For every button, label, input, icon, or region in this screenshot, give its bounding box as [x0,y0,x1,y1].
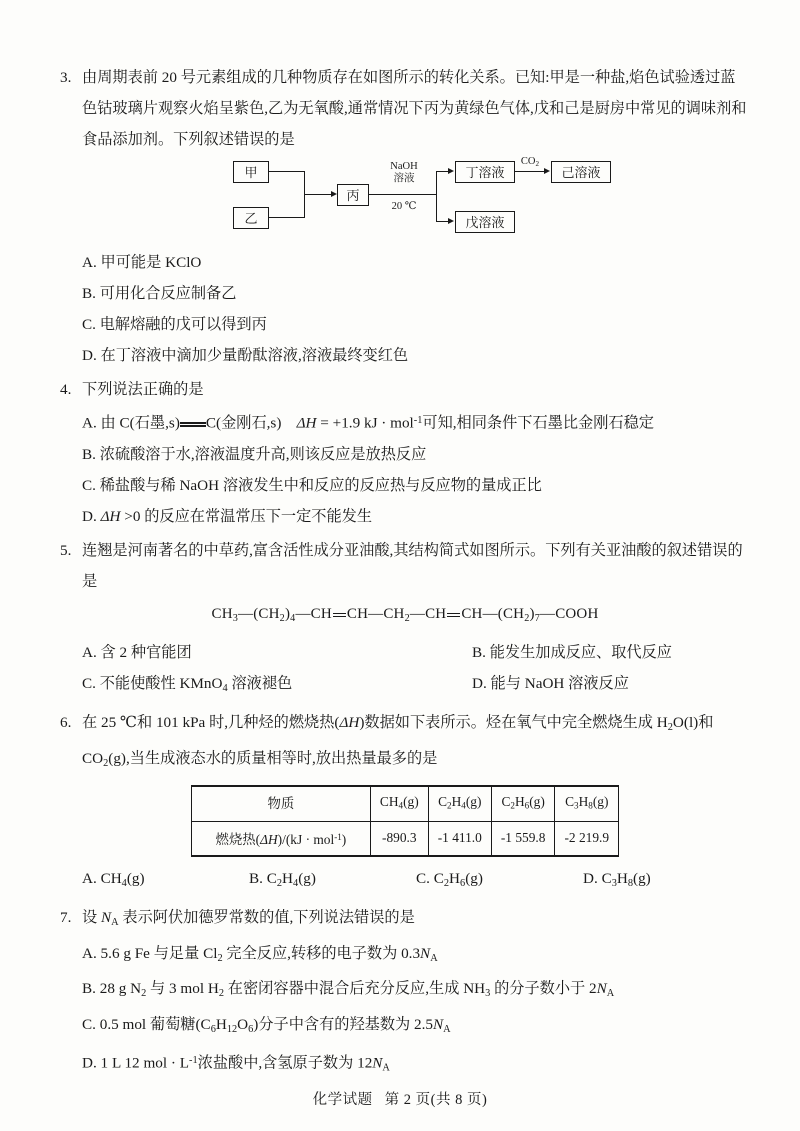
question-6 [60,707,750,898]
q7-b-sub1: 2 [141,988,147,1000]
q6-b-s2: 4 [293,877,299,889]
q6-d-p1: C [601,869,612,887]
question-5-options-row-2 [60,668,750,704]
q7-stem-post: 表示阿伏加德罗常数的值,下列说法错误的是 [118,908,415,926]
q6-c-p2: H [449,869,461,887]
combustion-heat-table-wrap [60,785,750,857]
diagram-box-ding [455,161,515,183]
question-7-option-b[interactable] [60,973,750,1009]
th-c2h4-pre: C [438,794,448,810]
question-5-option-d[interactable]: D. 能与 NaOH 溶液反应 [472,675,629,693]
linoleic-acid-structural-formula [60,599,750,634]
question-6-option-b[interactable] [249,863,416,899]
q7-a-na-sub: A [430,952,438,964]
q4-opt-a-mid: C(金刚石,s) [205,414,282,432]
q7-b-sub2: 2 [218,988,224,1000]
tr-label-sup: -1 [334,831,342,842]
formula-part-8: ) [529,605,535,622]
question-4-option-d[interactable] [60,501,750,532]
q7-d-na-sub: A [382,1062,390,1074]
diagram-arrow-to-wu [448,218,454,224]
question-5 [60,535,750,705]
th-c2h4-mid: H [451,794,462,810]
tr-label-post: )/(kJ · mol [277,831,335,847]
diagram-label-naoh-line1: NaOH [390,161,418,172]
question-5-option-c[interactable] [82,668,472,704]
q6-b-letter: B. [249,869,267,887]
footer-page-number: 第 2 页(共 8 页) [384,1092,488,1108]
q7-a-sub: 2 [217,952,223,964]
q4-opt-a-value: = +1.9 kJ · mol [316,414,414,432]
q7-c-sub3: 6 [248,1024,254,1036]
question-6-stem [60,707,750,779]
diagram-label-co2-text: CO [520,156,536,167]
q4-opt-a-pre: A. 由 C(石墨,s) [82,414,180,432]
th-c2h6-mid: H [514,794,525,810]
q5-opt-c-pre: C. 不能使酸性 KMnO [82,675,223,693]
question-7-option-a[interactable] [60,938,750,974]
question-4-number: 4. [60,381,72,398]
q6-b-p1: C [266,869,277,887]
q7-d-sup: -1 [189,1055,198,1067]
th-c2h6-post: (g) [529,794,545,810]
diagram-box-wu-label: 戊溶液 [465,214,505,230]
tr-label-end: ) [341,831,347,847]
formula-part-2: —(CH [238,605,280,622]
formula-sub-5: 2 [404,612,410,624]
question-6-options [60,863,750,899]
tr-label-delta-h: ΔH [260,831,278,847]
th-c2h6-sub2: 6 [524,800,530,811]
double-bond-equals-icon [180,418,206,431]
table-row-label-combustion-heat [191,821,370,856]
q4-opt-a-delta-h: ΔH [296,414,317,432]
diagram-line-bing-out [369,194,437,195]
question-3-option-b[interactable]: B. 可用化合反应制备乙 [82,285,237,302]
q6-stem-mid: )数据如下表所示。烃在氧气中完全燃烧生成 H [359,714,668,732]
q6-stem-pre: 在 25 ℃和 101 kPa 时,几种烃的燃烧热( [82,714,340,732]
diagram-line-bus-to-bing [304,194,332,195]
formula-part-9: —COOH [540,605,599,622]
q4-opt-a-post: 可知,相同条件下石墨比金刚石稳定 [422,414,654,432]
table-header-c2h4 [428,786,491,821]
table-value-c3h8: -2 219.9 [555,821,619,856]
table-value-row [191,821,618,856]
diagram-box-ji [551,161,611,183]
table-header-ch4 [370,786,428,821]
th-c3h8-pre: C [565,794,575,810]
formula-sub-7: 2 [524,612,530,624]
q6-b-p2: H [282,869,294,887]
question-5-options-row-1 [60,637,750,668]
q6-c-p3: (g) [465,869,483,887]
diagram-label-co2: $CO_2$ [520,156,540,168]
diagram-line-yi-h [269,217,305,218]
th-ch4-sub: 4 [398,800,404,811]
q6-stem-sub-1: 2 [667,722,673,734]
q6-c-s2: 6 [460,877,466,889]
q7-c-mid2: O [237,1016,249,1034]
q4-opt-a-sup: -1 [413,415,423,426]
q7-b-mid1: 与 3 mol H [146,980,219,998]
diagram-box-ding-label: 丁溶液 [465,164,505,180]
table-value-ch4: -890.3 [370,821,428,856]
question-5-number: 5. [60,541,72,559]
question-5-stem-text: 连翘是河南著名的中草药,富含活性成分亚油酸,其结构简式如图所示。下列有关亚油酸的叙述错误的是 [82,541,743,590]
q7-c-sub2: 12 [226,1024,238,1036]
table-value-c2h6: -1 559.8 [491,821,555,856]
q6-c-s1: 2 [443,877,450,889]
diagram-arrow-to-ding [448,168,454,174]
question-7 [60,902,750,1084]
q6-b-s1: 2 [276,877,283,889]
q7-c-na: N [433,1016,444,1034]
q7-d-mid: 浓盐酸中,含氢原子数为 12 [197,1054,373,1072]
formula-part-3: ) [284,605,291,622]
table-header-row [191,786,618,821]
q6-a-letter: A. [82,869,101,887]
q5-opt-c-post: 溶液褪色 [227,675,293,693]
question-6-option-c[interactable] [416,863,583,899]
double-bond-icon-1 [332,608,347,621]
q6-a-s1: 4 [121,877,127,889]
q7-c-mid1: H [215,1016,227,1034]
q7-stem-na: N [100,908,112,926]
page-content [60,62,750,1087]
page-footer [0,1088,800,1109]
q7-c-na-sub: A [443,1024,451,1036]
formula-sub-8: 7 [534,612,540,624]
diagram-box-yi [233,207,269,229]
question-3-stem [60,62,750,155]
q6-b-p3: (g) [298,869,316,887]
q6-d-letter: D. [583,869,602,887]
q6-stem-mid2: O(l)和 CO [82,714,714,768]
q4-opt-d-delta-h: ΔH [100,507,121,525]
formula-part-5: CH—CH [346,605,405,622]
diagram-line-jia-h [269,171,305,172]
question-7-number: 7. [60,908,72,926]
question-7-option-d[interactable] [60,1045,750,1084]
diagram-box-yi-label: 乙 [244,210,258,226]
th-c2h4-post: (g) [465,794,482,810]
q7-a-na: N [420,944,431,962]
diagram-box-bing-label: 丙 [346,187,360,203]
formula-part-6: —CH [409,605,447,622]
question-7-option-c[interactable] [60,1009,750,1045]
th-ch4-pre: CH [379,794,399,810]
question-5-option-a[interactable]: A. 含 2 种官能团 [82,644,192,662]
diagram-label-naoh-line2: 溶液 [393,172,415,184]
formula-part-4: —CH [295,605,332,622]
diagram-box-jia-label: 甲 [244,164,258,180]
question-4-option-a[interactable] [60,405,750,439]
q7-b-mid3: 的分子数小于 2 [490,980,597,998]
q7-c-pre: C. 0.5 mol 葡萄糖(C [82,1016,211,1034]
diagram-box-ji-label: 己溶液 [561,164,601,180]
question-3-option-d[interactable]: D. 在丁溶液中滴加少量酚酞溶液,溶液最终变红色 [82,347,409,364]
diagram-box-bing [337,184,369,206]
question-4 [60,374,750,532]
q7-a-pre: A. 5.6 g Fe 与足量 Cl [82,944,218,962]
question-3-diagram-wrap [60,156,750,241]
q6-d-p3: (g) [633,869,651,887]
question-7-stem [60,902,750,938]
q7-b-mid2: 在密闭容器中混合后充分反应,生成 NH [224,980,486,998]
q6-d-s2: 8 [627,877,634,889]
q6-c-p1: C [433,869,444,887]
q6-a-p1: CH [100,869,122,887]
formula-sub-1: 3 [232,612,239,624]
footer-subject: 化学试题 [312,1092,373,1108]
q7-d-na: N [372,1054,383,1072]
th-c2h4-sub2: 4 [461,800,466,811]
th-c2h6-sub1: 2 [510,800,515,811]
diagram-label-temperature [374,201,434,213]
diagram-box-wu [455,211,515,233]
table-header-c3h8 [555,786,619,821]
combustion-heat-table [191,785,619,857]
table-header-c2h6 [491,786,555,821]
q7-c-mid3: )分子中含有的羟基数为 2.5 [253,1016,434,1034]
table-header-substance: 物质 [191,786,370,821]
formula-part-7: CH—(CH [461,605,525,622]
diagram-line-split-v [436,171,437,222]
q7-stem-pre: 设 [82,908,101,926]
q6-stem-delta-h: ΔH [339,714,360,732]
diagram-box-jia [233,161,269,183]
question-3-stem-text: 由周期表前 20 号元素组成的几种物质存在如图所示的转化关系。已知:甲是一种盐,焰色试验透过蓝色钴玻璃片观察火焰呈紫色,乙为无氧酸,通常情况下丙为黄绿色气体,戊和己是厨房中常见的调味剂和食品添加剂。下列叙述错误的是 [82,69,747,148]
q7-stem-na-sub: A [111,916,119,928]
question-5-stem [60,535,750,597]
q7-b-sub3: 3 [485,988,491,1000]
question-6-option-d[interactable] [583,863,750,899]
question-5-option-b[interactable]: B. 能发生加成反应、取代反应 [472,644,672,662]
q6-d-p2: H [616,869,628,887]
q6-c-letter: C. [416,869,434,887]
q7-b-na: N [596,980,607,998]
th-c2h4-sub1: 2 [447,800,452,811]
diagram-label-temp-text: 20 ℃ [391,201,417,212]
question-3-option-a[interactable]: A. 甲可能是 KClO [82,254,202,271]
question-4-option-c[interactable]: C. 稀盐酸与稀 NaOH 溶液发生中和反应的反应热与反应物的量成正比 [82,476,542,494]
q7-d-pre: D. 1 L 12 mol · L [82,1054,190,1072]
question-3-option-c[interactable]: C. 电解熔融的戊可以得到丙 [82,316,267,333]
table-value-c2h4: -1 411.0 [428,821,491,856]
diagram-arrow-to-bing [331,191,337,197]
double-bond-icon-2 [446,608,461,621]
formula-sub-2: 2 [279,612,285,624]
th-c3h8-sub1: 3 [574,800,579,811]
question-4-stem [60,374,750,405]
transformation-flow-diagram [233,156,601,239]
formula-part-1: CH [211,605,233,622]
th-c3h8-post: (g) [592,794,609,810]
th-ch4-post: (g) [403,794,419,810]
question-3-number: 3. [60,69,72,86]
q4-opt-d-pre: D. [82,507,101,525]
q6-d-s1: 3 [611,877,617,889]
question-3 [60,62,750,371]
q6-stem-sub-2: 2 [103,758,109,770]
q6-a-p2: (g) [126,869,145,887]
q7-b-na-sub: A [606,988,615,1000]
q5-opt-c-sub: 4 [222,683,228,695]
question-6-option-a[interactable] [82,863,249,899]
th-c2h6-pre: C [501,794,511,810]
th-c3h8-mid: H [578,794,589,810]
diagram-line-ding-to-ji [515,171,545,172]
question-6-number: 6. [60,714,72,732]
q6-stem-post: (g),当生成液态水的质量相等时,放出热量最多的是 [108,750,438,768]
q7-a-mid: 完全反应,转移的电子数为 0.3 [222,944,421,962]
q7-b-pre: B. 28 g N [82,980,142,998]
tr-label-pre: 燃烧热( [215,831,261,847]
formula-sub-3: 4 [290,612,296,624]
q7-c-sub1: 6 [210,1024,216,1036]
question-4-stem-text: 下列说法正确的是 [82,381,204,398]
diagram-label-naoh [374,161,434,184]
question-4-option-b[interactable]: B. 浓硫酸溶于水,溶液温度升高,则该反应是放热反应 [82,445,427,463]
q4-opt-d-post: >0 的反应在常温常压下一定不能发生 [120,507,373,525]
th-c3h8-sub2: 8 [588,800,593,811]
